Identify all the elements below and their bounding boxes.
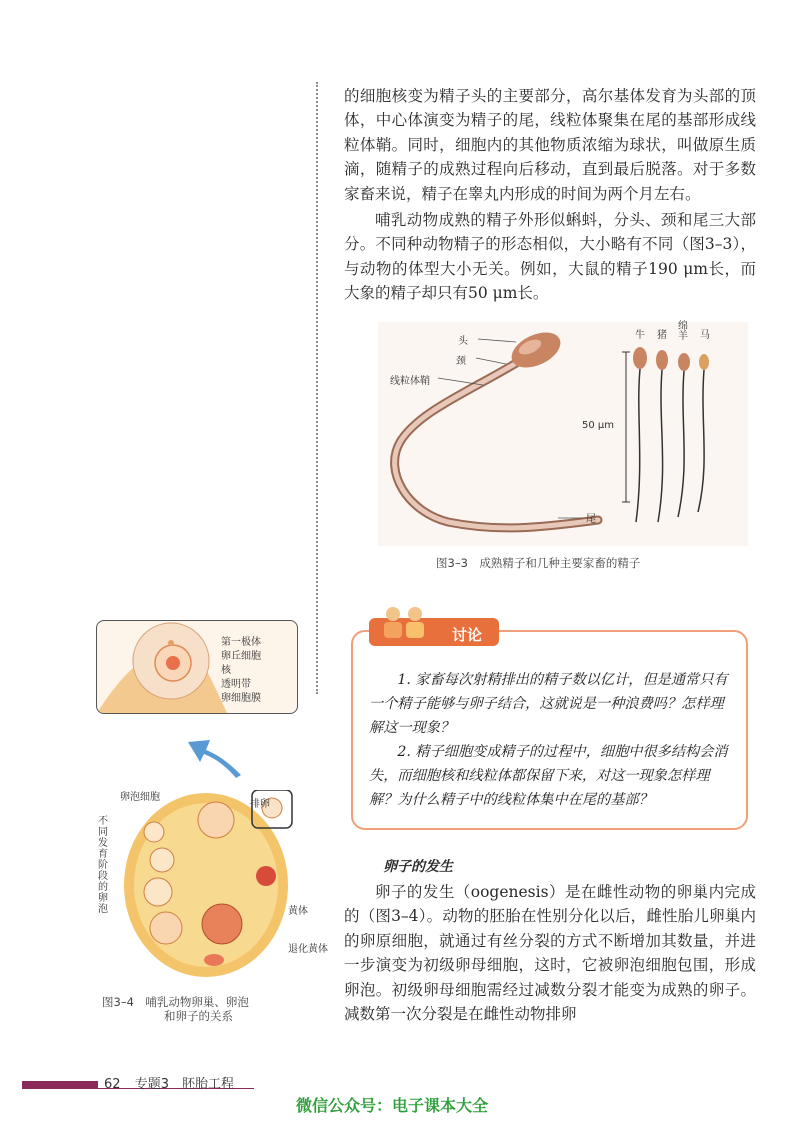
discussion-question-2: 2. 精子细胞变成精子的过程中，细胞中很多结构会消失，而细胞核和线粒体都保留下来，对这一现象怎样理解？为什么精子中的线粒体集中在尾的基部？ (369, 744, 728, 809)
label-developing-follicles: 不同发育阶段的卵泡 (98, 816, 108, 915)
label-ovulation: 排卵 (250, 799, 270, 810)
paragraph-oogenesis: 卵子的发生（oogenesis）是在雌性动物的卵巢内完成的（图3–4）。动物的胚胎在性别分化以后，雌性胎儿卵巢内的卵原细胞，就通过有丝分裂的方式不断增加其数量，并进一步演变为初级卵母细胞，这时，它被卵泡细胞包围，形成卵泡。初级卵母细胞需经过减数分裂才能变为成熟的卵子。减数第一次分裂是在雌性动物排卵 (344, 883, 756, 1024)
sheep-sperm (678, 353, 690, 517)
inset-label-cumulus: 卵丘细胞 (221, 651, 261, 662)
figure-3-4-caption-line1: 图3–4 哺乳动物卵巢、卵泡 (102, 995, 249, 1009)
margin-dotted-rule (316, 82, 318, 694)
section-heading: 卵子的发生 (383, 859, 453, 875)
page-footer (104, 1073, 234, 1092)
people-icon (375, 602, 435, 642)
wechat-watermark: 微信公众号：电子课本大全 (296, 1096, 489, 1115)
cattle-sperm (633, 347, 647, 522)
label-pig: 猪 (657, 330, 667, 341)
label-sheep: 绵羊 (678, 321, 688, 342)
paragraph-sperm-shape: 哺乳动物成熟的精子外形似蝌蚪，分头、颈和尾三大部分。不同种动物精子的形态相似，大小略有不同（图3–3），与动物的体型大小无关。例如，大鼠的精子190 μm长，而大象的精子却只有50 μm长。 (344, 211, 756, 303)
label-cattle: 牛 (635, 330, 645, 341)
label-horse: 马 (700, 330, 710, 341)
inset-label-zona: 透明带 (221, 679, 251, 690)
label-tail: 尾 (586, 514, 596, 525)
inset-label-nucleus: 核 (221, 665, 231, 676)
oocyte-illustration (97, 621, 297, 713)
arrow-up-icon (186, 730, 246, 780)
inset-label-membrane: 卵细胞膜 (221, 693, 261, 704)
discussion-box (351, 630, 748, 830)
discussion-question-1: 1. 家畜每次射精排出的精子数以亿计，但是通常只有一个精子能够与卵子结合，这就说是一种浪费吗？怎样理解这一现象？ (369, 672, 728, 737)
horse-sperm (698, 354, 709, 512)
label-corpus-luteum: 黄体 (288, 906, 308, 917)
figure-3-4-caption-line2: 和卵子的关系 (164, 1009, 233, 1023)
figure-3-3-caption: 图3–3 成熟精子和几种主要家畜的精子 (436, 556, 641, 570)
sperm-illustration (378, 322, 748, 546)
inset-label-polar-body: 第一极体 (221, 637, 261, 648)
figure-sperm (378, 322, 748, 546)
chapter-title: 专题3 胚胎工程 (134, 1077, 234, 1092)
label-follicle-cells: 卵泡细胞 (120, 792, 160, 803)
pig-sperm (656, 350, 668, 522)
ovary-figure (118, 790, 293, 980)
paragraph-sperm-formation: 的细胞核变为精子头的主要部分，高尔基体发育为头部的顶体，中心体演变为精子的尾，线粒体聚集在尾的基部形成线粒体鞘。同时，细胞内的其他物质浓缩为球状，叫做原生质滴，随精子的成熟过程向后移动，直到最后脱落。对于多数家畜来说，精子在睾丸内形成的时间为两个月左右。 (344, 87, 756, 203)
oocyte-inset (96, 620, 298, 714)
label-corpus-albicans: 退化黄体 (288, 944, 328, 955)
label-scale: 50 μm (582, 420, 615, 431)
ovary-illustration (118, 790, 293, 980)
label-neck: 颈 (456, 356, 466, 367)
label-sheath: 线粒体鞘 (390, 376, 430, 387)
discussion-title: 讨论 (452, 626, 483, 644)
footer-bar (22, 1081, 98, 1089)
page-number: 62 (104, 1077, 121, 1092)
label-head: 头 (458, 336, 468, 347)
